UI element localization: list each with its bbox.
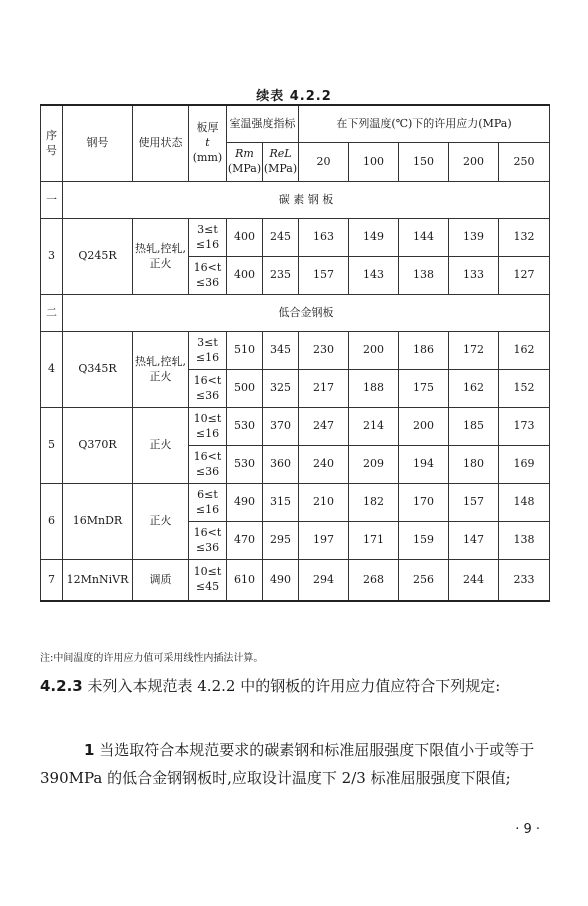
cell-stress: 144 bbox=[399, 219, 449, 257]
cell-stress: 172 bbox=[449, 332, 499, 370]
cell-seq: 5 bbox=[41, 408, 63, 484]
cell-stress: 157 bbox=[449, 484, 499, 522]
header-temp-150: 150 bbox=[399, 143, 449, 182]
header-temp-20: 20 bbox=[299, 143, 349, 182]
table-row bbox=[41, 484, 550, 522]
cell-seq: 3 bbox=[41, 219, 63, 295]
cell-thickness: 16<t ≤36 bbox=[189, 257, 227, 295]
cell-condition: 正火 bbox=[133, 408, 189, 484]
thickness-label: 板厚 bbox=[196, 121, 219, 135]
cell-rel: 325 bbox=[263, 370, 299, 408]
cell-stress: 132 bbox=[499, 219, 550, 257]
cell-stress: 268 bbox=[349, 560, 399, 602]
cell-thickness: 3≤t ≤16 bbox=[189, 219, 227, 257]
item-number: 1 bbox=[84, 741, 95, 759]
cell-condition: 正火 bbox=[133, 484, 189, 560]
cell-stress: 244 bbox=[449, 560, 499, 602]
cell-thickness: 3≤t ≤16 bbox=[189, 332, 227, 370]
section-no: 一 bbox=[41, 182, 63, 219]
cell-stress: 209 bbox=[349, 446, 399, 484]
cell-stress: 194 bbox=[399, 446, 449, 484]
cell-thickness: 16<t ≤36 bbox=[189, 370, 227, 408]
header-grade: 钢号 bbox=[63, 105, 133, 182]
clause-4-2-3 bbox=[40, 672, 550, 700]
cell-stress: 200 bbox=[349, 332, 399, 370]
header-temp-200: 200 bbox=[449, 143, 499, 182]
cell-thickness: 10≤t ≤16 bbox=[189, 408, 227, 446]
cell-stress: 147 bbox=[449, 522, 499, 560]
clause-text: 未列入本规范表 4.2.2 中的钢板的许用应力值应符合下列规定: bbox=[87, 677, 501, 695]
table-row bbox=[41, 408, 550, 446]
cell-rm: 400 bbox=[227, 219, 263, 257]
cell-stress: 247 bbox=[299, 408, 349, 446]
cell-rm: 400 bbox=[227, 257, 263, 295]
section-title: 碳 素 钢 板 bbox=[63, 182, 550, 219]
cell-thickness: 6≤t ≤16 bbox=[189, 484, 227, 522]
cell-rm: 490 bbox=[227, 484, 263, 522]
header-seq: 序号 bbox=[41, 105, 63, 182]
cell-rel: 315 bbox=[263, 484, 299, 522]
cell-rel: 235 bbox=[263, 257, 299, 295]
cell-condition: 调质 bbox=[133, 560, 189, 602]
cell-seq: 6 bbox=[41, 484, 63, 560]
clause-item-1 bbox=[40, 736, 550, 792]
section-title: 低合金钢板 bbox=[63, 295, 550, 332]
cell-stress: 148 bbox=[499, 484, 550, 522]
cell-seq: 4 bbox=[41, 332, 63, 408]
cell-stress: 182 bbox=[349, 484, 399, 522]
cell-stress: 169 bbox=[499, 446, 550, 484]
clause-number: 4.2.3 bbox=[40, 677, 83, 695]
cell-condition: 热轧,控轧,正火 bbox=[133, 219, 189, 295]
cell-stress: 163 bbox=[299, 219, 349, 257]
cell-condition: 热轧,控轧,正火 bbox=[133, 332, 189, 408]
cell-rel: 370 bbox=[263, 408, 299, 446]
cell-stress: 200 bbox=[399, 408, 449, 446]
cell-stress: 233 bbox=[499, 560, 550, 602]
cell-stress: 197 bbox=[299, 522, 349, 560]
cell-stress: 230 bbox=[299, 332, 349, 370]
cell-stress: 294 bbox=[299, 560, 349, 602]
cell-stress: 186 bbox=[399, 332, 449, 370]
header-thickness bbox=[189, 105, 227, 182]
cell-rel: 345 bbox=[263, 332, 299, 370]
cell-stress: 217 bbox=[299, 370, 349, 408]
table-row bbox=[41, 219, 550, 257]
section-row bbox=[41, 295, 550, 332]
cell-stress: 180 bbox=[449, 446, 499, 484]
cell-thickness: 10≤t ≤45 bbox=[189, 560, 227, 602]
cell-stress: 185 bbox=[449, 408, 499, 446]
cell-rel: 295 bbox=[263, 522, 299, 560]
table-row bbox=[41, 332, 550, 370]
cell-stress: 159 bbox=[399, 522, 449, 560]
cell-stress: 210 bbox=[299, 484, 349, 522]
thickness-unit: (mm) bbox=[192, 150, 223, 164]
cell-stress: 149 bbox=[349, 219, 399, 257]
cell-rel: 490 bbox=[263, 560, 299, 602]
cell-stress: 138 bbox=[499, 522, 550, 560]
cell-stress: 139 bbox=[449, 219, 499, 257]
cell-rm: 470 bbox=[227, 522, 263, 560]
page-number: · 9 · bbox=[515, 822, 540, 837]
cell-stress: 256 bbox=[399, 560, 449, 602]
header-temp-group: 在下列温度(℃)下的许用应力(MPa) bbox=[299, 105, 550, 143]
cell-stress: 171 bbox=[349, 522, 399, 560]
cell-grade: 16MnDR bbox=[63, 484, 133, 560]
table-row bbox=[41, 560, 550, 602]
table-title: 续表 4.2.2 bbox=[256, 89, 332, 104]
thickness-var: t bbox=[205, 136, 210, 150]
rm-unit: (MPa) bbox=[227, 162, 262, 175]
cell-seq: 7 bbox=[41, 560, 63, 602]
cell-grade: 12MnNiVR bbox=[63, 560, 133, 602]
header-condition: 使用状态 bbox=[133, 105, 189, 182]
cell-stress: 175 bbox=[399, 370, 449, 408]
cell-rm: 500 bbox=[227, 370, 263, 408]
cell-rm: 530 bbox=[227, 408, 263, 446]
rel-unit: (MPa) bbox=[263, 162, 298, 175]
cell-stress: 152 bbox=[499, 370, 550, 408]
cell-thickness: 16<t ≤36 bbox=[189, 522, 227, 560]
cell-stress: 157 bbox=[299, 257, 349, 295]
cell-stress: 188 bbox=[349, 370, 399, 408]
section-row bbox=[41, 182, 550, 219]
rm-symbol: Rm bbox=[235, 147, 254, 161]
cell-stress: 162 bbox=[449, 370, 499, 408]
cell-stress: 170 bbox=[399, 484, 449, 522]
cell-rm: 510 bbox=[227, 332, 263, 370]
cell-stress: 162 bbox=[499, 332, 550, 370]
table-note: 注:中间温度的许用应力值可采用线性内插法计算。 bbox=[40, 653, 264, 664]
cell-stress: 143 bbox=[349, 257, 399, 295]
cell-stress: 133 bbox=[449, 257, 499, 295]
header-rm bbox=[227, 143, 263, 182]
cell-stress: 138 bbox=[399, 257, 449, 295]
cell-stress: 214 bbox=[349, 408, 399, 446]
cell-grade: Q370R bbox=[63, 408, 133, 484]
cell-stress: 127 bbox=[499, 257, 550, 295]
cell-rm: 610 bbox=[227, 560, 263, 602]
cell-grade: Q345R bbox=[63, 332, 133, 408]
cell-rel: 245 bbox=[263, 219, 299, 257]
cell-stress: 173 bbox=[499, 408, 550, 446]
header-temp-250: 250 bbox=[499, 143, 550, 182]
section-no: 二 bbox=[41, 295, 63, 332]
header-rel bbox=[263, 143, 299, 182]
header-temp-100: 100 bbox=[349, 143, 399, 182]
cell-rel: 360 bbox=[263, 446, 299, 484]
cell-thickness: 16<t ≤36 bbox=[189, 446, 227, 484]
item-text: 当选取符合本规范要求的碳素钢和标准屈服强度下限值小于或等于 390MPa 的低合金钢钢板时,应取设计温度下 2/3 标准屈服强度下限值; bbox=[40, 741, 535, 787]
header-room-temp: 室温强度指标 bbox=[227, 105, 299, 143]
cell-rm: 530 bbox=[227, 446, 263, 484]
cell-stress: 240 bbox=[299, 446, 349, 484]
allowable-stress-table bbox=[40, 104, 550, 602]
cell-grade: Q245R bbox=[63, 219, 133, 295]
rel-symbol: ReL bbox=[269, 147, 292, 161]
